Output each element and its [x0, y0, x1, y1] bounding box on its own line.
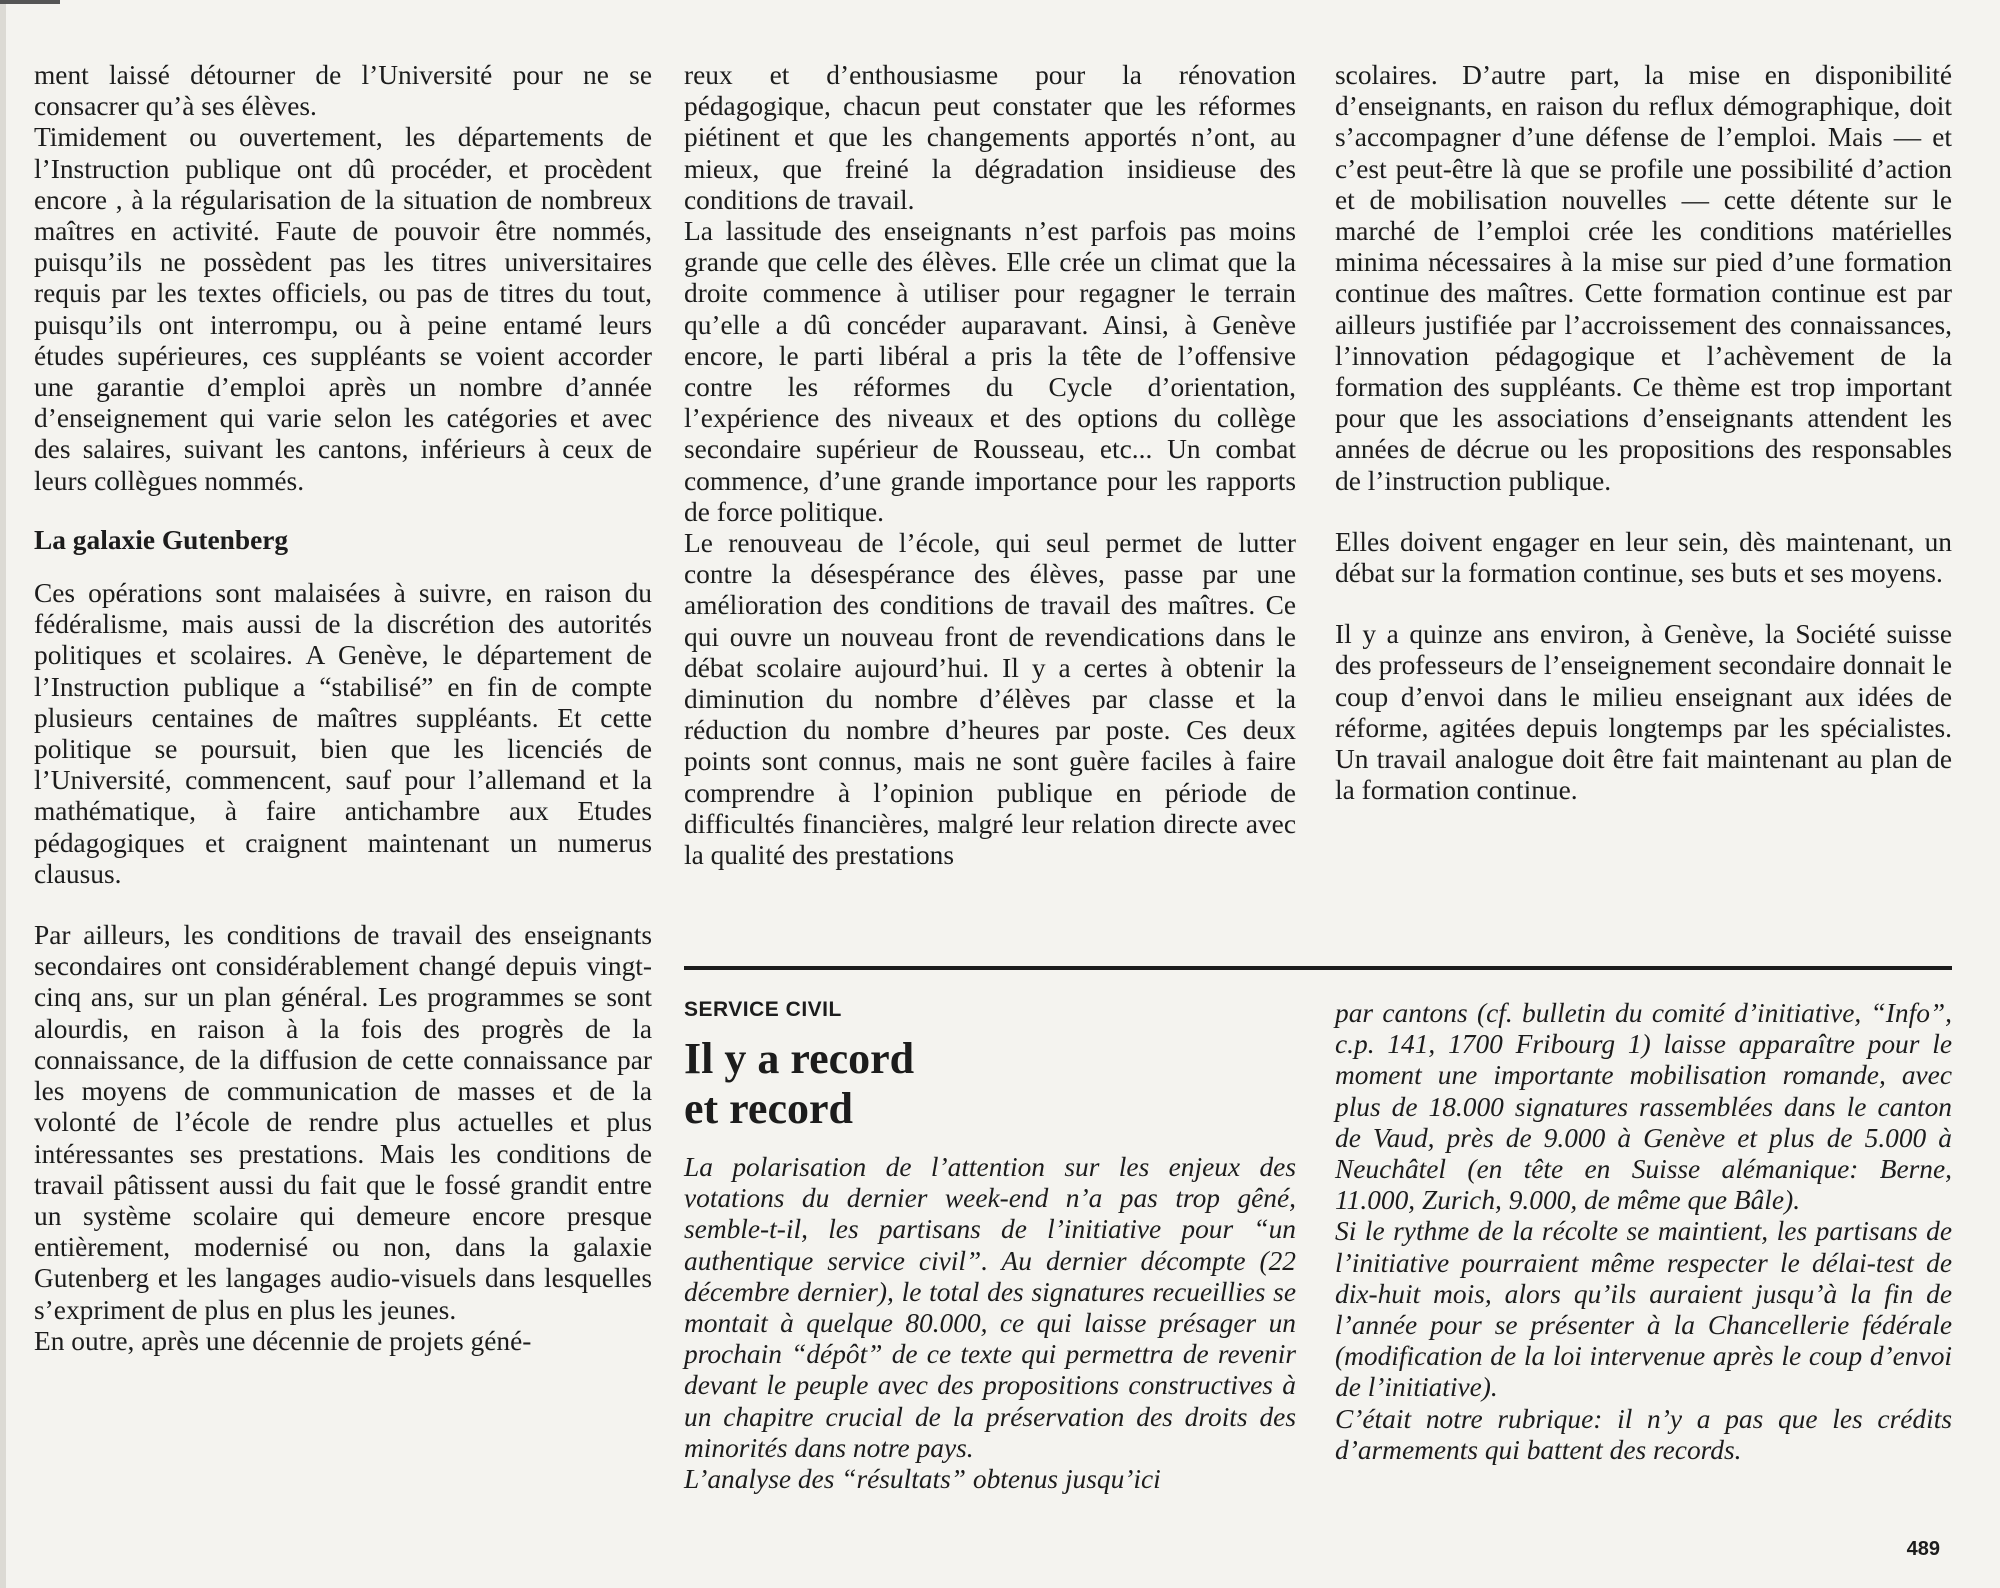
paragraph: La lassitude des enseignants n’est parfois pas moins grande que celle des élèves. Elle crée un climat que la droite commence à utiliser pour regagner le terrain qu’elle a dû concéder auparavant. Ainsi, à Genève encore, le parti libéral a pris la tête de l’offensive contre les réformes du Cycle d’orientation, l’expérience des niveaux et des options du collège secondaire supérieur de Rousseau, etc... Un combat commence, d’une grande importance pour les rapports de force politique.: [684, 216, 1296, 527]
column-2: [684, 60, 1296, 871]
headline-line-2: et record: [684, 1084, 853, 1133]
corner-mark: [0, 0, 60, 4]
paragraph: En outre, après une décennie de projets géné-: [34, 1325, 532, 1356]
paragraph: Il y a quinze ans environ, à Genève, la Société suisse des professeurs de l’enseignement secondaire donnait le coup d’envoi dans le milieu enseignant aux idées de réforme, agitées depuis longtemps par les spécialistes. Un travail analogue doit être fait maintenant au plan de la formation continue.: [1335, 619, 1952, 806]
article-kicker: SERVICE CIVIL: [684, 998, 842, 1021]
article-body-left: [684, 1152, 1296, 1495]
paragraph: Par ailleurs, les conditions de travail des enseignants secondaires ont considérablement changé depuis vingt-cinq ans, sur un plan général. Les programmes se sont alourdis, en raison à la fois des progrès de la connaissance, de la diffusion de cette connaissance par les moyens de communication de masses et de la volonté de l’école de rendre plus actuelles et plus intéressantes ses prestations. Mais les conditions de travail pâtissent aussi du fait que le fossé grandit entre un système scolaire qui demeure encore presque entièrement, modernisé ou non, dans la galaxie Gutenberg et les langages audio-visuels dans lesquelles s’expriment de plus en plus les jeunes.: [34, 920, 652, 1325]
italic-paragraph: C’était notre rubrique: il n’y a pas que les crédits d’armements qui battent des records.: [1335, 1403, 1952, 1465]
italic-paragraph: par cantons (cf. bulletin du comité d’initiative, “Info”, c.p. 141, 1700 Fribourg 1) laisse apparaître pour le moment une importante mobilisation romande, avec plus de 18.000 signatures rassemblées dans le canton de Vaud, près de 9.000 à Genève et plus de 5.000 à Neuchâtel (en tête en Suisse alémanique: Berne, 11.000, Zurich, 9.000, de même que Bâle).: [1335, 998, 1952, 1216]
section-divider-rule: [684, 966, 1952, 970]
page-edge-shadow: [0, 0, 6, 1588]
paragraph: Ces opérations sont malaisées à suivre, en raison du fédéralisme, mais aussi de la discrétion des autorités politiques et scolaires. A Genève, le département de l’Instruction publique a “stabilisé” en fin de compte plusieurs centaines de maîtres suppléants. Et cette politique se poursuit, bien que les licenciés de l’Université, commencent, sauf pour l’allemand et la mathématique, à faire antichambre aux Etudes pédagogiques et craignent maintenant un numerus clausus.: [34, 578, 652, 889]
service-civil-article-left: [684, 998, 1296, 1495]
page-number: 489: [1906, 1538, 1940, 1560]
italic-paragraph: La polarisation de l’attention sur les enjeux des votations du dernier week-end n’a pas trop gêné, semble-t-il, les partisans de l’initiative pour “un authentique service civil”. Au dernier décompte (22 décembre dernier), le total des signatures recueillies se montait à quelque 80.000, ce qui laisse présager un prochain “dépôt” de ce texte qui permettra de revenir devant le peuple avec des propositions constructives à un chapitre crucial de la préservation des droits des minorités dans notre pays.: [684, 1152, 1296, 1463]
paragraph-gap: [1335, 497, 1952, 527]
column-3: [1335, 60, 1952, 806]
paragraph: Le renouveau de l’école, qui seul permet de lutter contre la désespérance des élèves, passe par une amélioration des conditions de travail des maîtres. Ce qui ouvre un nouveau front de revendications dans le débat scolaire aujourd’hui. Il y a certes à obtenir la diminution du nombre d’élèves par classe et la réduction du nombre d’heures par poste. Ces deux points sont connus, mais ne sont guère faciles à faire comprendre à l’opinion publique en période de difficultés financières, malgré leur relation directe avec la qualité des prestations: [684, 528, 1296, 871]
column-1: [34, 60, 652, 1357]
paragraph: reux et d’enthousiasme pour la rénovation pédagogique, chacun peut constater que les réformes piétinent et que les changements apportés n’ont, au mieux, que freiné la dégradation insidieuse des conditions de travail.: [684, 60, 1296, 215]
paragraph-gap: [34, 890, 652, 920]
paragraph: scolaires. D’autre part, la mise en disponibilité d’enseignants, en raison du reflux démographique, doit s’accompagner d’une défense de l’emploi. Mais — et c’est peut-être là que se profile une possibilité d’action et de mobilisation nouvelles — cette détente sur le marché de l’emploi crée les conditions matérielles minima nécessaires à la mise sur pied d’une formation continue des maîtres. Cette formation continue est par ailleurs justifiée par l’accroissement des connaissances, l’innovation pédagogique et l’achèvement de la formation des suppléants. Ce thème est trop important pour que les associations d’enseignants attendent les années de décrue ou les propositions des responsables de l’instruction publique.: [1335, 60, 1952, 496]
italic-paragraph: Si le rythme de la récolte se maintient, les partisans de l’initiative pourraient même respecter le délai-test de dix-huit mois, alors qu’ils auraient jusqu’à la fin de l’année pour se présenter à la Chancellerie fédérale (modification de la loi intervenue après le coup d’envoi de l’initiative).: [1335, 1216, 1952, 1403]
paragraph: ment laissé détourner de l’Université pour ne se consacrer qu’à ses élèves.: [34, 60, 652, 122]
italic-paragraph: L’analyse des “résultats” obtenus jusqu’ici: [684, 1464, 1161, 1495]
paragraph: Timidement ou ouvertement, les départements de l’Instruction publique ont dû procéder, et procèdent encore , à la régularisation de la situation de nombreux maîtres en activité. Faute de pouvoir être nommés, puisqu’ils ne possèdent pas les titres universitaires requis par les textes officiels, ou pas de titres du tout, puisqu’ils ont interrompu, ou à peine entamé leurs études supérieures, ces suppléants se voient accorder une garantie d’emploi après un nombre d’année d’enseignement qui varie selon les catégories et avec des salaires, suivant les cantons, inférieurs à ceux de leurs collègues nommés.: [34, 122, 652, 496]
section-subheading: La galaxie Gutenberg: [34, 524, 289, 555]
service-civil-article-right: [1335, 998, 1952, 1466]
article-headline: [684, 1034, 1296, 1134]
paragraph-gap: [1335, 589, 1952, 619]
paragraph: Elles doivent engager en leur sein, dès maintenant, un débat sur la formation continue, ses buts et ses moyens.: [1335, 526, 1952, 589]
headline-line-1: Il y a record: [684, 1034, 915, 1083]
